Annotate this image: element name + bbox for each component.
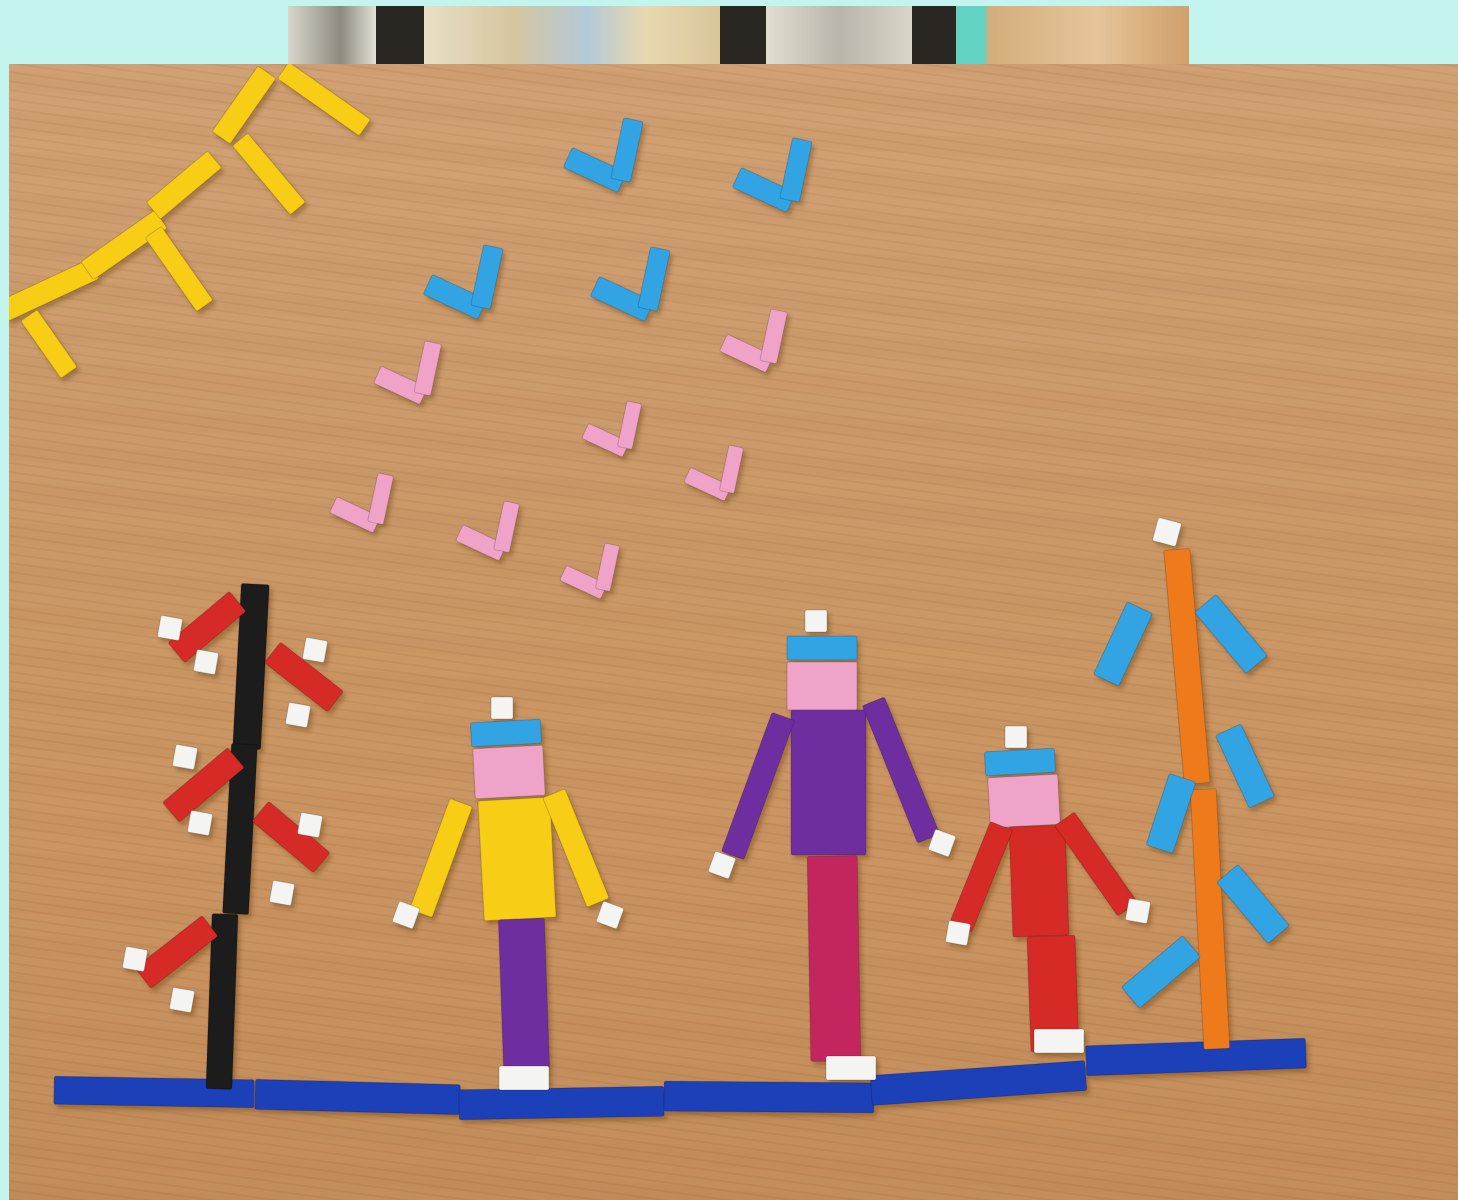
tree-trunk-rod — [1190, 788, 1230, 1049]
person-hand-cube — [1125, 898, 1150, 923]
sun-ray-rod — [277, 64, 370, 136]
tree-branch-rod — [1215, 724, 1274, 808]
bird-wing-rod — [719, 445, 743, 494]
person-hand-cube — [596, 901, 624, 929]
bird-wing-rod — [760, 309, 788, 364]
tree-leaf-cube — [269, 880, 294, 905]
bird-wing-rod — [595, 543, 619, 592]
person-arm-rod — [862, 697, 940, 843]
tree-leaf-cube — [122, 946, 147, 971]
person-hat-cube — [1005, 726, 1027, 748]
picture-card-2 — [424, 6, 720, 68]
bird-wing-rod — [617, 401, 641, 450]
person-hat-cube — [491, 697, 513, 719]
tree-branch-rod — [1146, 774, 1196, 854]
tree-leaf-cube — [169, 987, 194, 1012]
bird-wing-rod — [611, 118, 643, 183]
tree-branch-rod — [1195, 594, 1268, 673]
ground-rod — [1086, 1038, 1307, 1076]
sun-rod — [212, 66, 276, 144]
person-foot-rod — [826, 1056, 876, 1080]
bird-wing-rod — [368, 473, 394, 525]
tree-leaf-cube — [157, 615, 182, 640]
ground-rod — [664, 1081, 874, 1113]
sun-ray-rod — [21, 310, 78, 379]
person-face-rod — [988, 774, 1061, 828]
person-leg-rod — [498, 918, 549, 1070]
person-arm-rod — [721, 712, 794, 859]
tree-leaf-cube — [193, 649, 218, 674]
tree-leaf-cube — [285, 702, 310, 727]
person-foot-rod — [499, 1066, 549, 1090]
tree-top-cube — [1152, 517, 1181, 546]
bird-wing-rod — [471, 245, 503, 310]
picture-card-1 — [288, 6, 376, 68]
person-leg-rod — [807, 856, 861, 1062]
sun-ray-rod — [232, 133, 305, 215]
tree-leaf-cube — [172, 744, 197, 769]
page-edge — [0, 64, 9, 1200]
person-face-rod — [787, 662, 857, 710]
person-hat-rod — [984, 748, 1055, 776]
sun-ray-rod — [145, 226, 213, 311]
picture-card-3 — [766, 6, 912, 68]
ground-rod — [255, 1079, 461, 1114]
bird-wing-rod — [494, 501, 520, 553]
tree-branch-rod — [1121, 936, 1200, 1009]
bird-wing-rod — [780, 138, 812, 203]
bird-wing-rod — [414, 341, 442, 396]
person-hat-cube — [805, 610, 827, 632]
person-face-rod — [473, 745, 546, 799]
ground-rod — [870, 1061, 1087, 1106]
tree-leaf-cube — [297, 812, 322, 837]
background-photo-strip — [288, 6, 1189, 68]
tree-branch-rod — [1093, 602, 1152, 686]
bird-wing-rod — [638, 247, 670, 312]
rod-picture-scene — [9, 64, 1458, 1200]
person-hat-rod — [787, 636, 857, 660]
person-arm-rod — [949, 822, 1012, 933]
person-body-rod — [478, 797, 556, 921]
person-arm-rod — [410, 798, 473, 917]
sun-rod — [146, 151, 221, 219]
tree-trunk-rod — [1164, 548, 1210, 784]
ground-rod — [459, 1086, 664, 1120]
wooden-shelf — [956, 6, 1189, 68]
person-body-rod — [791, 710, 866, 855]
person-foot-rod — [1034, 1029, 1084, 1053]
person-hand-cube — [945, 920, 970, 945]
person-body-rod — [1009, 825, 1069, 937]
tree-leaf-cube — [302, 637, 327, 662]
rod-layout — [9, 64, 1458, 1200]
tree-branch-rod — [1217, 864, 1290, 943]
person-hat-rod — [470, 719, 541, 747]
tree-leaf-cube — [187, 810, 212, 835]
